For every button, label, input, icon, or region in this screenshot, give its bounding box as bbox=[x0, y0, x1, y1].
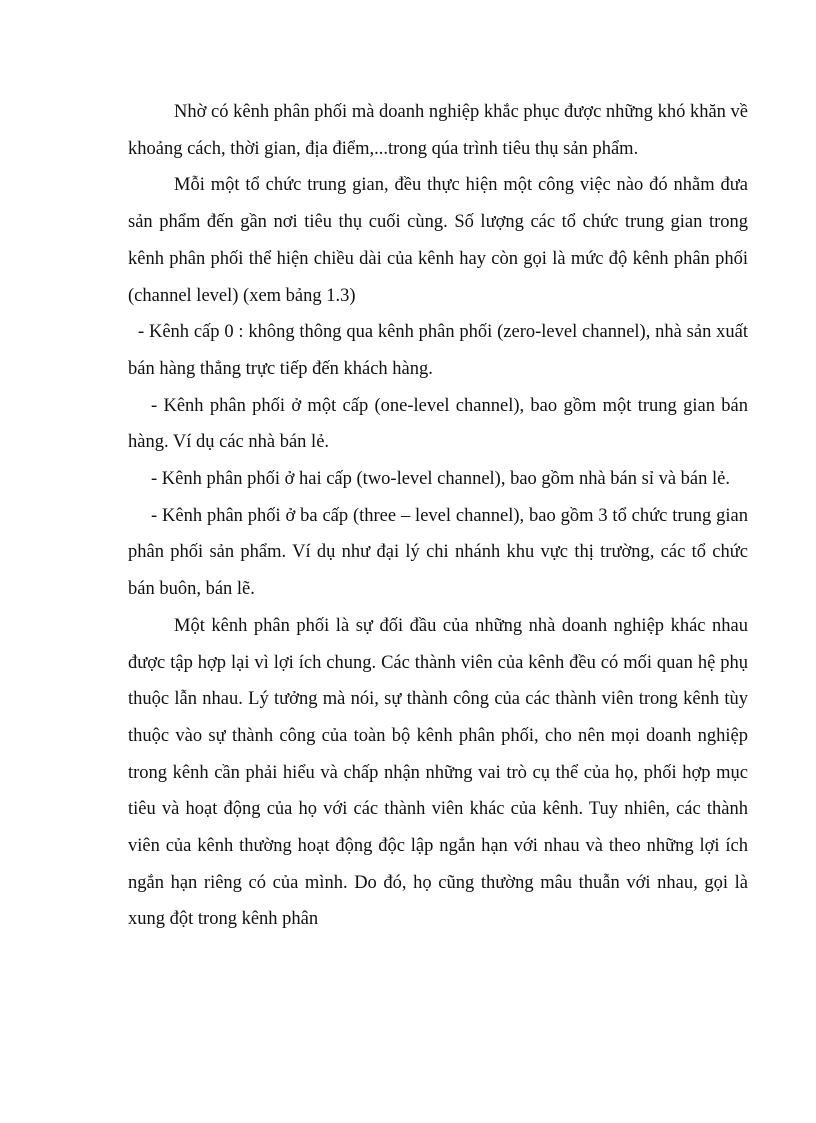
list-item-level-3: - Kênh phân phối ở ba cấp (three – level channel), bao gồm 3 tổ chức trung gian phân phối sản phẩm. Ví dụ như đại lý chi nhánh khu vực thị trường, các tổ chức bán buôn, bán lẽ. bbox=[128, 505, 748, 600]
paragraph-intro: Nhờ có kênh phân phối mà doanh nghiệp khắc phục được những khó khăn về khoảng cách, thời gian, địa điểm,...trong qúa trình tiêu thụ sản phẩm. bbox=[128, 102, 748, 159]
paragraph-intermediaries: Mỗi một tổ chức trung gian, đều thực hiện một công việc nào đó nhằm đưa sản phẩm đến gần nơi tiêu thụ cuối cùng. Số lượng các tổ chức trung gian trong kênh phân phối thể hiện chiều dài của kênh hay còn gọi là mức độ kênh phân phối (channel level) (xem bảng 1.3) bbox=[128, 175, 748, 306]
list-item-level-2: - Kênh phân phối ở hai cấp (two-level channel), bao gồm nhà bán sỉ và bán lẻ. bbox=[151, 469, 730, 490]
paragraph-channel-conflict: Một kênh phân phối là sự đối đầu của những nhà doanh nghiệp khác nhau được tập hợp lại vì lợi ích chung. Các thành viên của kênh đều có mối quan hệ phụ thuộc lẫn nhau. Lý tưởng mà nói, sự thành công của các thành viên trong kênh tùy thuộc vào sự thành công của toàn bộ kênh phân phối, cho nên mọi doanh nghiệp trong kênh cần phải hiểu và chấp nhận những vai trò cụ thể của họ, phối hợp mục tiêu và hoạt động của họ với các thành viên khác của kênh. Tuy nhiên, các thành viên của kênh thường hoạt động độc lập ngắn hạn với nhau và theo những lợi ích ngắn hạn riêng có của mình. Do đó, họ cũng thường mâu thuẫn với nhau, gọi là xung đột trong kênh phân bbox=[128, 615, 748, 930]
list-item-level-1: - Kênh phân phối ở một cấp (one-level channel), bao gồm một trung gian bán hàng. Ví dụ các nhà bán lẻ. bbox=[128, 395, 748, 453]
list-item-level-0: - Kênh cấp 0 : không thông qua kênh phân phối (zero-level channel), nhà sản xuất bán hàng thẳng trực tiếp đến khách hàng. bbox=[128, 322, 748, 379]
body-text bbox=[128, 94, 748, 938]
